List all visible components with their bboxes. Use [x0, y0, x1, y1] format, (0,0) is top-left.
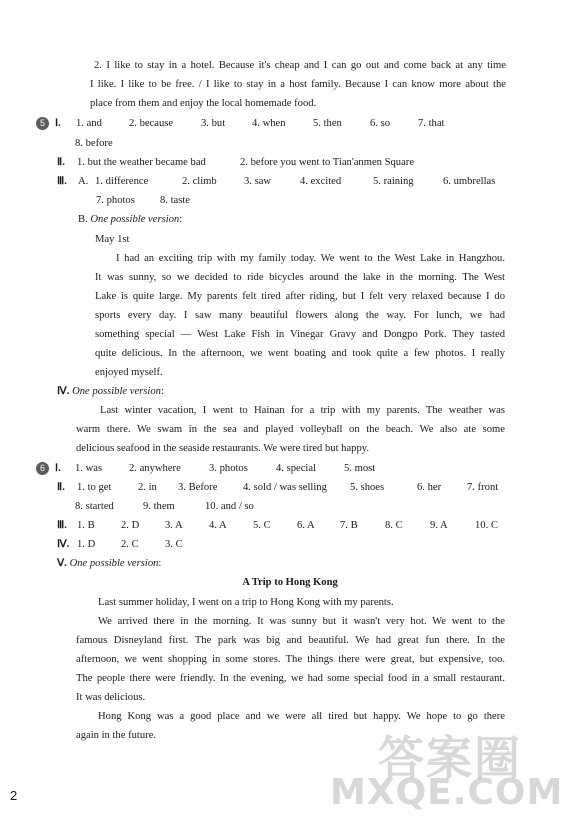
- answer-item: 7. photos: [96, 195, 135, 206]
- answer-item: 2. D: [121, 520, 140, 531]
- section-line: [57, 385, 164, 398]
- roman-numeral: Ⅳ.: [57, 386, 70, 397]
- text-line: It was delicious.: [76, 692, 146, 703]
- answer-item: 2. in: [138, 482, 157, 493]
- watermark-logo: 答案圈: [378, 731, 522, 785]
- colon: :: [158, 558, 162, 569]
- answer-item: 2. anywhere: [129, 463, 181, 474]
- text-line: I had an exciting trip with my family today. We went to the West Lake in Hangzhou.: [116, 253, 505, 264]
- section-number-badge: 5: [36, 117, 49, 130]
- roman-numeral: Ⅴ.: [57, 558, 67, 569]
- answer-item: 10. C: [475, 520, 498, 531]
- section-line: [57, 557, 161, 570]
- answer-item: 5. shoes: [350, 482, 385, 493]
- text-line: The people there were friendly. In the evening, we had some special food in a small restaurant.: [76, 673, 505, 684]
- text-line: place from them and enjoy the local homemade food.: [90, 98, 317, 109]
- roman-numeral: Ⅲ.: [57, 176, 67, 187]
- answer-item: 2. because: [129, 118, 174, 129]
- section-number-badge: 6: [36, 462, 49, 475]
- answer-item: 2. C: [121, 539, 139, 550]
- text-line: enjoyed myself.: [95, 367, 163, 378]
- answer-item: 2. before you went to Tian'anmen Square: [240, 157, 415, 168]
- answer-item: 4. sold / was selling: [243, 482, 327, 493]
- answer-item: 1. B: [77, 520, 95, 531]
- answer-item: 7. B: [340, 520, 358, 531]
- answer-item: 6. so: [370, 118, 391, 129]
- text-line: famous Disneyland first. The park was big and beautiful. We had great fun there. In the: [76, 635, 505, 646]
- text-line: I like. I like to be free. / I like to stay in a host family. Because I can know more about the: [90, 79, 506, 90]
- answer-item: 9. A: [430, 520, 448, 531]
- roman-numeral: Ⅰ.: [55, 463, 61, 474]
- answer-item: 6. umbrellas: [443, 176, 496, 187]
- answer-item: 1. and: [76, 118, 102, 129]
- part-label: A.: [78, 176, 89, 187]
- answer-item: 3. A: [165, 520, 183, 531]
- answer-item: 6. her: [417, 482, 442, 493]
- answer-item: 1. D: [77, 539, 96, 550]
- answer-item: 5. then: [313, 118, 342, 129]
- part-label-line: [78, 213, 182, 226]
- text-line: warm there. We swam in the sea and played volleyball on the beach. We also ate some: [76, 424, 505, 435]
- answer-item: 7. front: [467, 482, 499, 493]
- answer-item: 3. Before: [178, 482, 218, 493]
- answer-item: 4. excited: [300, 176, 342, 187]
- answer-item: 3. C: [165, 539, 183, 550]
- answer-item: 8. taste: [160, 195, 191, 206]
- answer-item: 8. before: [75, 138, 113, 149]
- answer-item: 8. started: [75, 501, 114, 512]
- text-line: sports every day. I saw many beautiful flowers along the way. For lunch, we had: [95, 310, 505, 321]
- answer-item: 5. C: [253, 520, 271, 531]
- part-label: B.: [78, 214, 88, 225]
- answer-item: 8. C: [385, 520, 403, 531]
- page-number: 2: [10, 788, 18, 803]
- answer-item: 4. A: [209, 520, 227, 531]
- text-line: delicious seafood in the seaside restaurants. We were tired but happy.: [76, 443, 370, 454]
- answer-item: 7. that: [418, 118, 445, 129]
- text-line: Hong Kong was a good place and we were all tired but happy. We hope to go there: [98, 711, 505, 722]
- letter-date: May 1st: [95, 234, 130, 245]
- answer-item: 1. to get: [77, 482, 112, 493]
- answer-item: 3. saw: [244, 176, 272, 187]
- text-line: We arrived there in the morning. It was sunny but it wasn't very hot. We went to the: [98, 616, 505, 627]
- roman-numeral: Ⅱ.: [57, 157, 65, 168]
- roman-numeral: Ⅲ.: [57, 520, 67, 531]
- text-line: Last summer holiday, I went on a trip to Hong Kong with my parents.: [98, 597, 394, 608]
- answer-item: 10. and / so: [205, 501, 254, 512]
- answer-item: 1. difference: [95, 176, 149, 187]
- answer-item: 1. but the weather became bad: [77, 157, 206, 168]
- answer-item: 4. special: [276, 463, 317, 474]
- version-label: One possible version: [72, 386, 161, 397]
- answer-item: 9. them: [143, 501, 175, 512]
- essay-title: A Trip to Hong Kong: [242, 577, 338, 588]
- text-line: Lake is quite large. My parents felt tired after riding, but I felt very relaxed because I do: [95, 291, 505, 302]
- answer-item: 6. A: [297, 520, 315, 531]
- roman-numeral: Ⅱ.: [57, 482, 65, 493]
- version-label: One possible version: [69, 558, 159, 569]
- text-line: again in the future.: [76, 730, 157, 741]
- answer-item: 3. but: [201, 118, 226, 129]
- text-line: quite delicious. In the afternoon, we went boating and took quite a few photos. I really: [95, 348, 505, 359]
- text-line: 2. I like to stay in a hotel. Because it's cheap and I can go out and come back at any time: [94, 60, 506, 71]
- answer-item: 1. was: [75, 463, 103, 474]
- answer-item: 3. photos: [209, 463, 248, 474]
- roman-numeral: Ⅳ.: [57, 539, 70, 550]
- answer-item: 2. climb: [182, 176, 217, 187]
- text-line: Last winter vacation, I went to Hainan for a trip with my parents. The weather was: [100, 405, 505, 416]
- answer-item: 5. most: [344, 463, 376, 474]
- version-label: One possible version: [90, 214, 180, 225]
- roman-numeral: Ⅰ.: [55, 118, 61, 129]
- answer-item: 5. raining: [373, 176, 414, 187]
- watermark-url: MXQE.COM: [330, 772, 564, 813]
- text-line: afternoon, we went shopping in some stores. The things there were great, but expensive, too.: [76, 654, 505, 665]
- colon: :: [160, 386, 164, 397]
- text-line: something special — West Lake Fish in Vinegar Gravy and Dongpo Pork. They tasted: [95, 329, 505, 340]
- answer-item: 4. when: [252, 118, 286, 129]
- colon: :: [179, 214, 183, 225]
- text-line: It was sunny, so we decided to ride bicycles around the lake in the morning. The West: [95, 272, 505, 283]
